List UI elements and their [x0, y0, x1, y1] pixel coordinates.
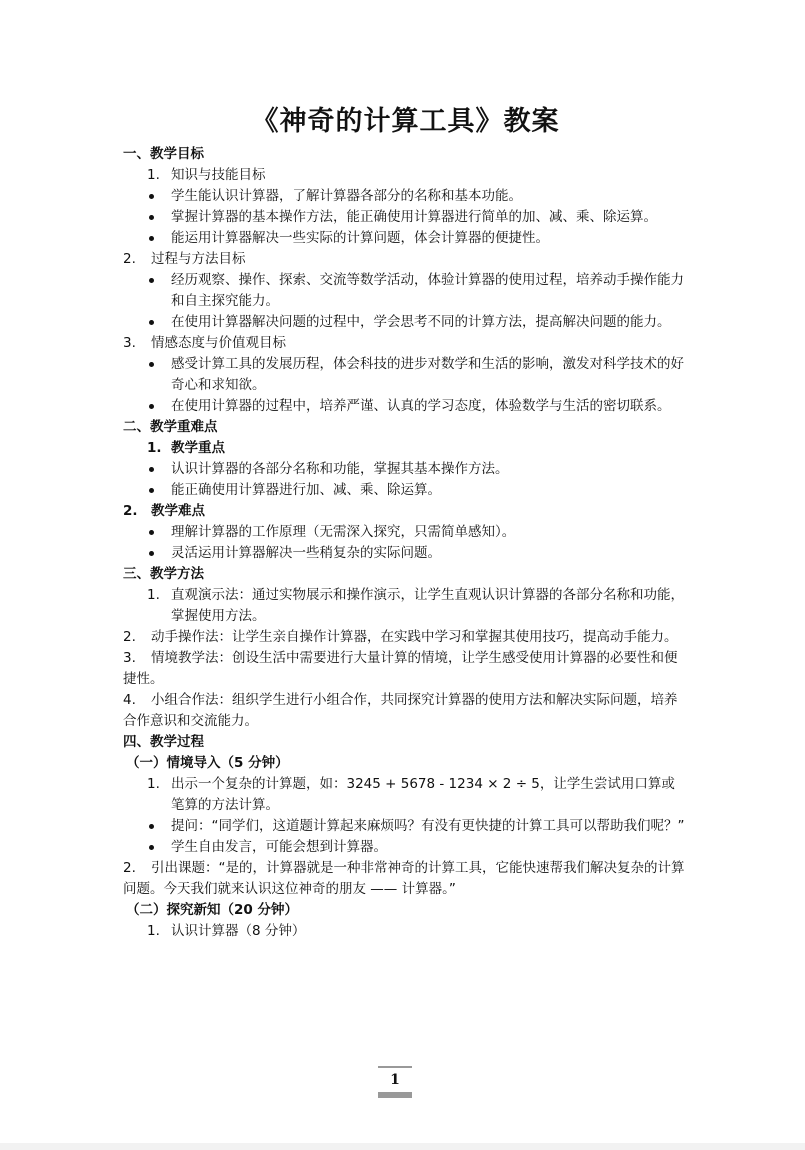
- list-number: 3.: [123, 650, 136, 666]
- process-text: 认识计算器（8 分钟）: [171, 923, 306, 939]
- list-item: 感受计算工具的发展历程，体会科技的进步对数学和生活的影响，激发对科学技术的好奇心和求知欲。: [123, 354, 688, 396]
- page-footer: [378, 1066, 412, 1098]
- method-item: [123, 648, 688, 690]
- list-item: 在使用计算器的过程中，培养严谨、认真的学习态度，体验数学与生活的密切联系。: [123, 396, 688, 417]
- list-label: 情感态度与价值观目标: [151, 335, 286, 351]
- list-item: 学生自由发言，可能会想到计算器。: [123, 837, 688, 858]
- list-number: 1.: [147, 587, 160, 603]
- process-item: [123, 858, 688, 900]
- list-number: 1.: [147, 923, 160, 939]
- list-number: 1.: [147, 167, 160, 183]
- objective-process: [123, 249, 688, 270]
- document-title: 《神奇的计算工具》教案: [251, 106, 560, 137]
- process-item: [123, 774, 688, 816]
- key-point-heading: [123, 438, 688, 459]
- method-text: 直观演示法：通过实物展示和操作演示，让学生直观认识计算器的各部分名称和功能，掌握使用方法。: [171, 587, 684, 624]
- list-item: 掌握计算器的基本操作方法，能正确使用计算器进行简单的加、减、乘、除运算。: [123, 207, 688, 228]
- list-number: 2.: [123, 860, 136, 876]
- method-text: 情境教学法：创设生活中需要进行大量计算的情境，让学生感受使用计算器的必要性和便捷性。: [123, 650, 678, 687]
- subsection-heading-intro: （一）情境导入（5 分钟）: [126, 755, 289, 771]
- list-number: 2.: [123, 503, 138, 519]
- objective-knowledge: [123, 165, 688, 186]
- method-item: [123, 585, 688, 627]
- list-number: 1.: [147, 440, 162, 456]
- list-label: 知识与技能目标: [171, 167, 266, 183]
- list-item: 灵活运用计算器解决一些稍复杂的实际问题。: [123, 543, 688, 564]
- objective-attitude: [123, 333, 688, 354]
- list-item: 经历观察、操作、探索、交流等数学活动，体验计算器的使用过程，培养动手操作能力和自主探究能力。: [123, 270, 688, 312]
- list-label: 教学难点: [151, 503, 205, 519]
- list-number: 1.: [147, 776, 160, 792]
- list-label: 教学重点: [171, 440, 225, 456]
- list-label: 过程与方法目标: [151, 251, 246, 267]
- list-number: 3.: [123, 335, 136, 351]
- method-item: [123, 690, 688, 732]
- list-item: 认识计算器的各部分名称和功能，掌握其基本操作方法。: [123, 459, 688, 480]
- list-item: 在使用计算器解决问题的过程中，学会思考不同的计算方法，提高解决问题的能力。: [123, 312, 688, 333]
- list-item: 理解计算器的工作原理（无需深入探究，只需简单感知）。: [123, 522, 688, 543]
- difficulty-heading: [123, 501, 688, 522]
- section-heading-objectives: 一、教学目标: [123, 146, 204, 162]
- process-item: [123, 921, 688, 942]
- list-item: 提问：“同学们，这道题计算起来麻烦吗？有没有更快捷的计算工具可以帮助我们呢？”: [123, 816, 688, 837]
- list-number: 4.: [123, 692, 136, 708]
- subsection-heading-explore: （二）探究新知（20 分钟）: [126, 902, 298, 918]
- footer-rule: [378, 1066, 412, 1068]
- footer-bar: [378, 1092, 412, 1098]
- list-item: 学生能认识计算器，了解计算器各部分的名称和基本功能。: [123, 186, 688, 207]
- process-text: 出示一个复杂的计算题，如：3245 + 5678 - 1234 × 2 ÷ 5，让学生尝试用口算或笔算的方法计算。: [171, 776, 675, 813]
- method-item: [123, 627, 688, 648]
- process-text: 引出课题：“是的，计算器就是一种非常神奇的计算工具，它能快速帮我们解决复杂的计算问题。今天我们就来认识这位神奇的朋友 —— 计算器。”: [123, 860, 685, 897]
- list-item: 能运用计算器解决一些实际的计算问题，体会计算器的便捷性。: [123, 228, 688, 249]
- document-content: [123, 104, 688, 942]
- section-heading-process: 四、教学过程: [123, 734, 204, 750]
- list-item: 能正确使用计算器进行加、减、乘、除运算。: [123, 480, 688, 501]
- list-number: 2.: [123, 251, 136, 267]
- page-number: 1: [390, 1072, 400, 1088]
- method-text: 动手操作法：让学生亲自操作计算器，在实践中学习和掌握其使用技巧，提高动手能力。: [151, 629, 678, 645]
- section-heading-methods: 三、教学方法: [123, 566, 204, 582]
- section-heading-key-points: 二、教学重难点: [123, 419, 218, 435]
- list-number: 2.: [123, 629, 136, 645]
- method-text: 小组合作法：组织学生进行小组合作，共同探究计算器的使用方法和解决实际问题，培养合作意识和交流能力。: [123, 692, 678, 729]
